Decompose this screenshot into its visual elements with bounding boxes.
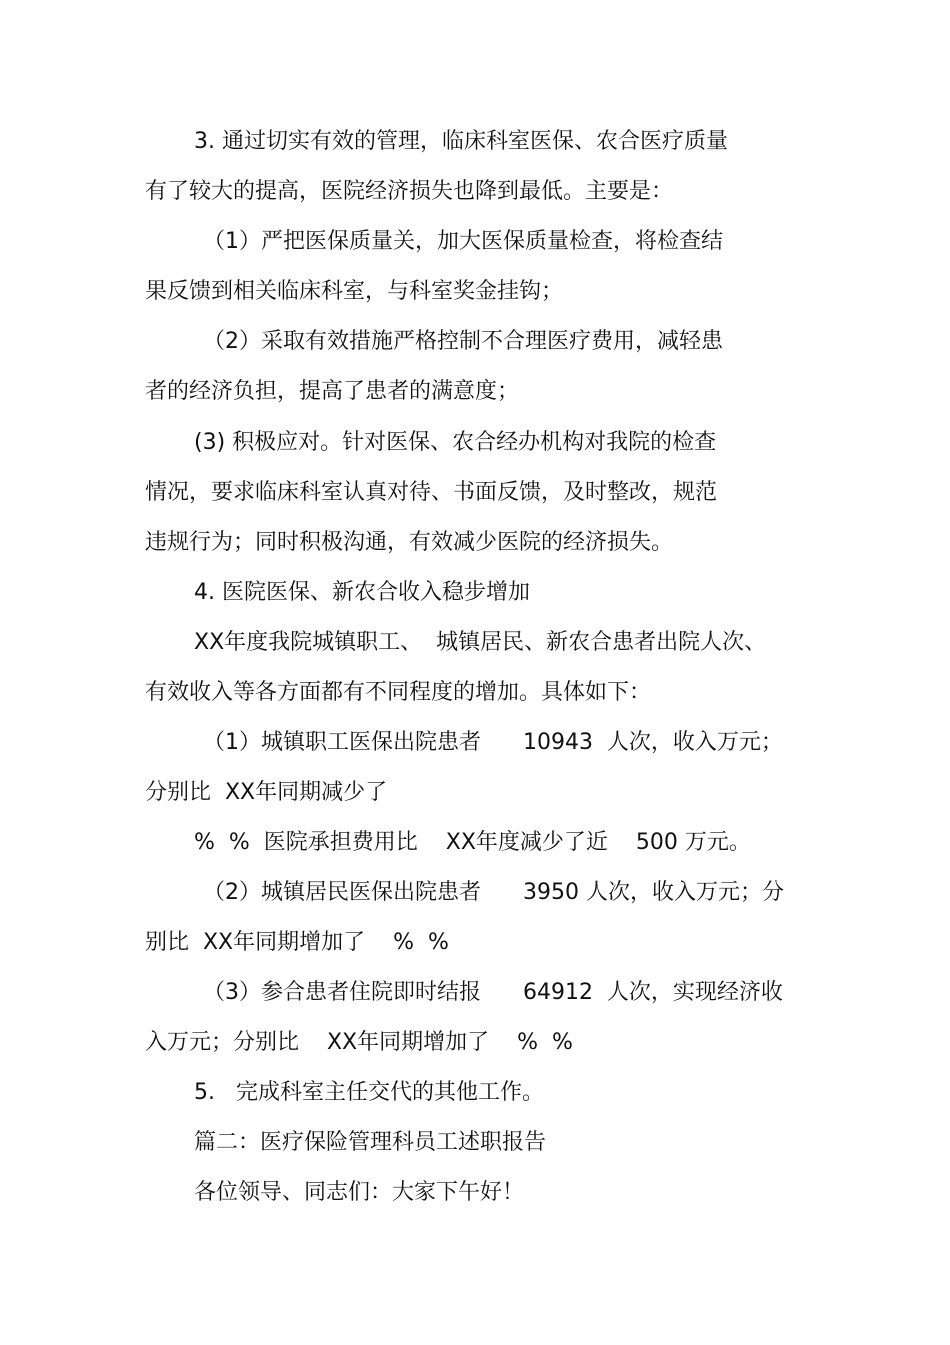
paragraph-line: （1）严把医保质量关，加大医保质量检查，将检查结	[203, 229, 723, 254]
paragraph-line: （3）参合患者住院即时结报 64912 人次，实现经济收	[203, 980, 783, 1005]
paragraph-line: 有效收入等各方面都有不同程度的增加。具体如下：	[145, 680, 652, 705]
section-heading: 4. 医院医保、新农合收入稳步增加	[194, 580, 530, 605]
paragraph-line: 果反馈到相关临床科室，与科室奖金挂钩；	[145, 279, 564, 304]
paragraph-line: 有了较大的提高，医院经济损失也降到最低。主要是：	[145, 179, 674, 204]
paragraph-line: XX年度我院城镇职工、 城镇居民、新农合患者出院人次、	[194, 630, 767, 655]
paragraph-line: 违规行为；同时积极沟通，有效减少医院的经济损失。	[145, 530, 674, 555]
paragraph-line: (3) 积极应对。针对医保、农合经办机构对我院的检查	[194, 430, 717, 455]
paragraph-line: 入万元；分别比 XX年同期增加了 % %	[145, 1030, 573, 1055]
chapter-title: 篇二：医疗保险管理科员工述职报告	[194, 1130, 547, 1155]
greeting-line: 各位领导、同志们：大家下午好！	[194, 1180, 525, 1205]
paragraph-line: 者的经济负担，提高了患者的满意度；	[145, 379, 520, 404]
section-heading: 5. 完成科室主任交代的其他工作。	[194, 1080, 544, 1105]
paragraph-line: （2）采取有效措施严格控制不合理医疗费用，减轻患	[203, 329, 723, 354]
paragraph-line: % % 医院承担费用比 XX年度减少了近 500 万元。	[194, 830, 751, 855]
paragraph-line: （2）城镇居民医保出院患者 3950 人次，收入万元；分	[203, 880, 784, 905]
paragraph-line: （1）城镇职工医保出院患者 10943 人次，收入万元；	[203, 730, 783, 755]
paragraph-line: 情况，要求临床科室认真对待、书面反馈，及时整改，规范	[145, 480, 718, 505]
paragraph-line: 3. 通过切实有效的管理，临床科室医保、农合医疗质量	[194, 129, 728, 154]
paragraph-line: 别比 XX年同期增加了 % %	[145, 930, 449, 955]
paragraph-line: 分别比 XX年同期减少了	[145, 780, 388, 805]
